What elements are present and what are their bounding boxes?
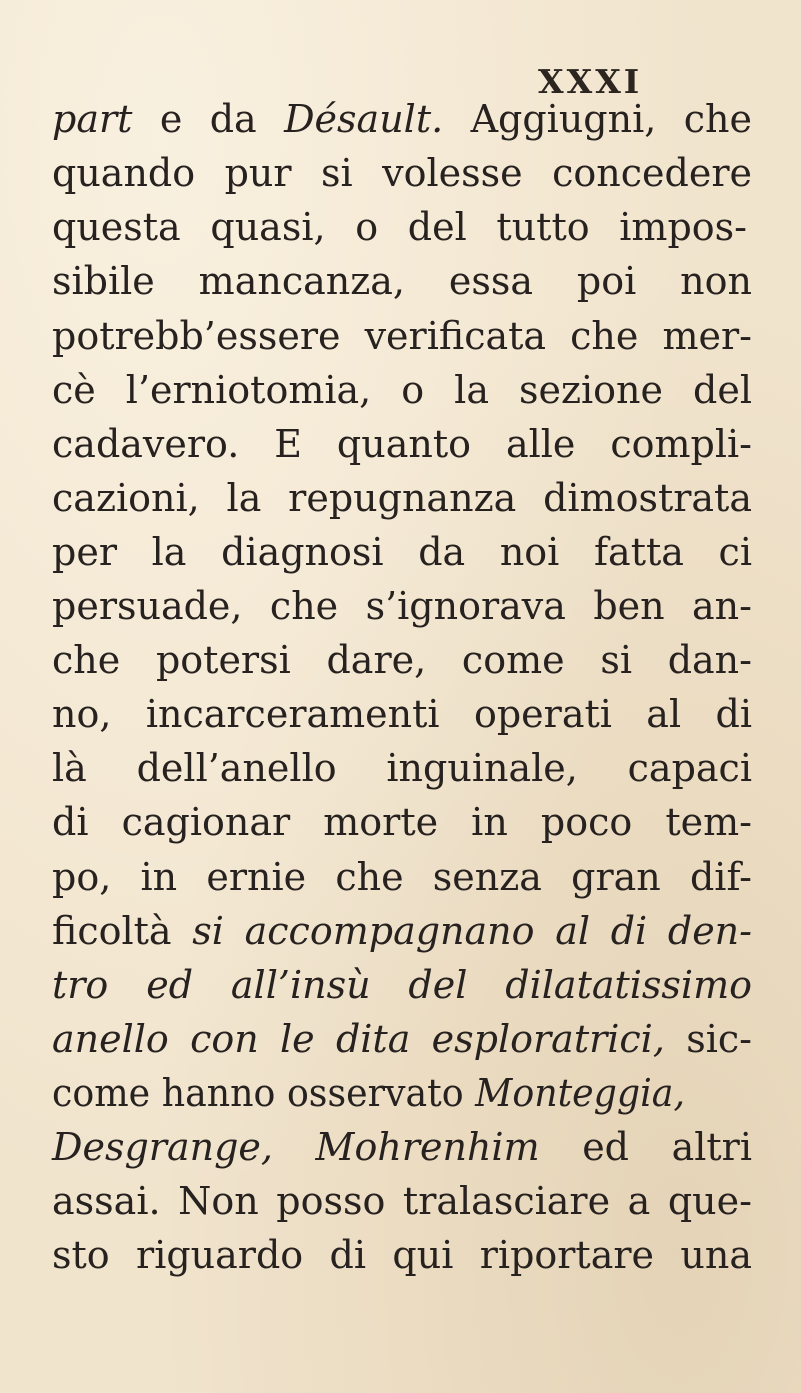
text-segment: ed altri — [539, 1125, 752, 1169]
text-line — [52, 746, 752, 790]
text-segment: no, incarceramenti operati al di — [52, 692, 752, 736]
text-segment: di cagionar morte in poco tem- — [52, 800, 752, 844]
text-segment: cazioni, la repugnanza dimostrata — [52, 476, 752, 520]
text-segment: cè l’erniotomia, o la sezione del — [52, 368, 752, 412]
text-segment: persuade, che s’ignorava ben an- — [52, 584, 752, 628]
text-segment: assai. Non posso tralasciare a que- — [52, 1179, 752, 1223]
italic-segment: si accompagnano al di den- — [192, 909, 752, 953]
italic-segment: tro ed all’insù del dilatatissimo — [52, 963, 752, 1007]
text-line — [52, 855, 752, 899]
text-segment: sibile mancanza, essa poi non — [52, 259, 752, 303]
text-segment: per la diagnosi da noi fatta ci — [52, 530, 752, 574]
text-line — [52, 422, 752, 466]
text-line — [52, 1179, 752, 1223]
text-line — [52, 205, 747, 249]
text-line — [52, 963, 752, 1007]
text-line — [52, 1233, 752, 1277]
text-segment: cadavero. E quanto alle compli- — [52, 422, 752, 466]
text-line — [52, 800, 752, 844]
italic-segment: Desgrange, Mohrenhim — [52, 1125, 540, 1169]
italic-segment: Désault. — [284, 97, 444, 141]
text-line — [52, 314, 752, 358]
text-line — [52, 1071, 685, 1115]
text-segment: sto riguardo di qui riportare una — [52, 1233, 752, 1277]
italic-segment: part — [52, 97, 133, 141]
text-segment: Aggiugni, che — [443, 97, 752, 141]
text-line — [52, 259, 752, 303]
text-segment: sic- — [664, 1017, 752, 1061]
text-segment: come hanno osservato — [52, 1071, 476, 1115]
text-line — [52, 530, 752, 574]
page-number: XXXI — [538, 62, 643, 101]
text-line — [52, 692, 752, 736]
text-line — [52, 638, 752, 682]
text-line — [52, 1125, 752, 1169]
text-line — [52, 1017, 752, 1061]
text-line — [52, 909, 752, 953]
text-line — [52, 151, 752, 195]
text-segment: là dell’anello inguinale, capaci — [52, 746, 752, 790]
text-line — [52, 476, 752, 520]
text-segment: po, in ernie che senza gran dif- — [52, 855, 752, 899]
text-line — [52, 584, 752, 628]
text-segment: potrebb’essere verificata che mer- — [52, 314, 752, 358]
text-line — [52, 97, 752, 141]
text-segment: che potersi dare, come si dan- — [52, 638, 752, 682]
italic-segment: anello con le dita esploratrici, — [52, 1017, 665, 1061]
text-segment: questa quasi, o del tutto impos- — [52, 205, 747, 249]
text-line — [52, 368, 752, 412]
italic-segment: Monteggia, — [475, 1071, 685, 1115]
text-segment: quando pur si volesse concedere — [52, 151, 752, 195]
text-segment: e da — [132, 97, 285, 141]
text-segment: ficoltà — [52, 909, 193, 953]
